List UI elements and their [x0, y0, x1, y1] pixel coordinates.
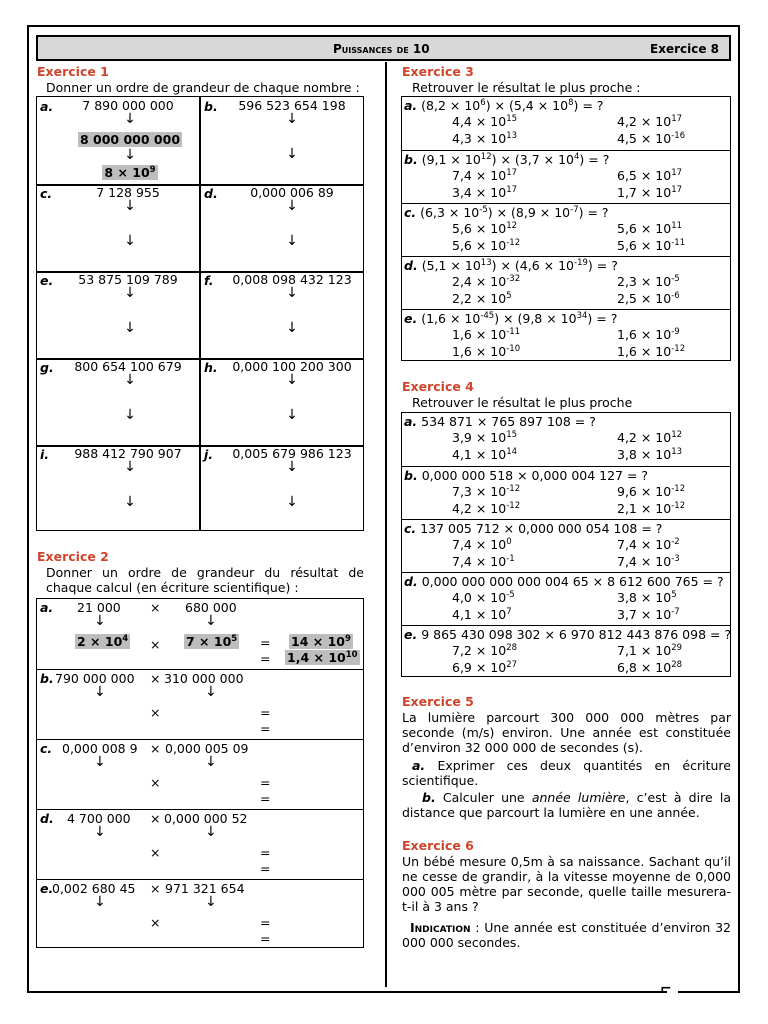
ex1-item-number: 7 128 955 — [96, 185, 160, 200]
arrow-icon: ↓ — [124, 285, 136, 301]
ex3-option: $5,6 \times 10^{-12}$ — [452, 238, 521, 253]
ex2-row — [37, 809, 363, 880]
ex3-table — [401, 96, 731, 361]
arrow-icon: ↓ — [94, 754, 106, 770]
ex2-result-2 — [285, 650, 360, 665]
arrow-icon: ↓ — [205, 894, 217, 910]
ex2-operand-1: 4 700 000 — [67, 811, 131, 826]
ex4-option: $4,2 \times 10^{12}$ — [617, 430, 683, 445]
ex1-cell — [201, 184, 365, 271]
ex1-answer-scientific-value — [102, 165, 157, 180]
ex1-item-number: 0,000 006 89 — [250, 185, 334, 200]
arrow-icon: ↓ — [286, 372, 298, 388]
equals-sign: = — [260, 721, 271, 736]
arrow-icon: ↓ — [286, 285, 298, 301]
ex1-item-number: 988 412 790 907 — [74, 446, 182, 461]
arrow-icon: ↓ — [94, 613, 106, 629]
ex4-question — [404, 574, 724, 589]
ex6-paragraph: Un bébé mesure 0,5m à sa naissance. Sachant qu’il ne cesse de grandir, à la vitesse moyenne de 0,000 000 005 mètre par seconde, quelle taille mesurera-t-il à 3 ans ? — [402, 854, 731, 914]
ex2-rounded-2-exponent: 5 — [231, 634, 238, 644]
ex5-paragraph: La lumière parcourt 300 000 000 mètres par seconde (m/s) environ. Une année est constituée d’environ 32 000 000 de secondes (s). — [402, 710, 731, 755]
ex1-item-label: g. — [40, 360, 54, 375]
equals-sign: = — [260, 931, 271, 946]
ex1-item-label: e. — [40, 273, 54, 288]
ex1-answer-scientific — [37, 165, 201, 180]
ex4-option: $9,6 \times 10^{-12}$ — [617, 484, 686, 499]
ex3-option: $6,5 \times 10^{17}$ — [617, 168, 683, 183]
ex4-item-label: e. — [404, 627, 418, 642]
ex3-row — [402, 97, 730, 150]
ex5-question-b — [402, 790, 731, 820]
ex2-row — [37, 599, 363, 669]
ex4-row — [402, 572, 730, 626]
ex3-option: $4,5 \times 10^{-16}$ — [617, 131, 686, 146]
arrow-icon: ↓ — [124, 459, 136, 475]
ex3-option: $4,3 \times 10^{13}$ — [452, 131, 518, 146]
times-sign: × — [150, 671, 161, 686]
ex3-question-text: $(1,6 \times 10^{-45}) \times (9,8 \times 10^{34})$ = ? — [421, 311, 618, 326]
ex3-item-label: b. — [404, 152, 418, 167]
ex4-option: $7,4 \times 10^0$ — [452, 537, 512, 552]
ex1-item-number: 0,000 100 200 300 — [232, 359, 352, 374]
ex6-title: Exercice 6 — [402, 838, 474, 853]
page-header — [36, 35, 731, 61]
ex4-option: $7,4 \times 10^{-1}$ — [452, 554, 515, 569]
ex5-b-label: b. — [422, 790, 436, 805]
ex1-item-label: h. — [204, 360, 218, 375]
ex1-answer-scientific-exponent: 9 — [149, 165, 156, 175]
times-sign: × — [150, 705, 161, 720]
ex3-question — [404, 205, 609, 220]
ex3-option: $4,2 \times 10^{17}$ — [617, 114, 683, 129]
ex1-item-number: 0,008 098 432 123 — [232, 272, 352, 287]
ex4-option: $7,1 \times 10^{29}$ — [617, 643, 683, 658]
ex2-operand-2: 0,000 000 52 — [164, 811, 248, 826]
ex2-operand-2: 0,000 005 09 — [165, 741, 249, 756]
ex4-instruction: Retrouver le résultat le plus proche — [412, 395, 633, 410]
bottom-border — [27, 991, 667, 993]
ex3-option: $2,3 \times 10^{-5}$ — [617, 274, 680, 289]
ex4-item-label: d. — [404, 574, 418, 589]
arrow-icon: ↓ — [94, 684, 106, 700]
ex4-question-text: 9 865 430 098 302 × 6 970 812 443 876 098 = ? — [421, 627, 732, 642]
ex4-question — [404, 414, 596, 429]
ex2-row — [37, 739, 363, 810]
ex5-a-text: Exprimer ces deux quantités en écriture scientifique. — [402, 758, 731, 788]
ex4-question-text: 137 005 712 × 0,000 000 054 108 = ? — [420, 521, 663, 536]
ex2-result-2-exponent: 10 — [345, 650, 358, 660]
arrow-icon: ↓ — [124, 198, 136, 214]
ex1-cell — [201, 97, 365, 184]
arrow-icon: ↓ — [286, 111, 298, 127]
ex3-title: Exercice 3 — [402, 64, 474, 79]
arrow-icon: ↓ — [286, 233, 298, 249]
ex3-option: $1,7 \times 10^{17}$ — [617, 185, 683, 200]
exercise-number: Exercice 8 — [650, 42, 719, 56]
ex3-item-label: c. — [404, 205, 417, 220]
ex1-answer-rounded — [37, 132, 201, 147]
column-divider — [385, 62, 387, 987]
ex4-question-text: 0,000 000 000 000 004 65 × 8 612 600 765 = ? — [421, 574, 724, 589]
arrow-icon: ↓ — [205, 684, 217, 700]
arrow-icon: ↓ — [286, 146, 298, 162]
ex1-answer-scientific-mantissa: 8 × 10 — [104, 165, 150, 180]
ex1-item-number: 0,005 679 986 123 — [232, 446, 352, 461]
ex2-result-1-mantissa: 14 × 10 — [291, 634, 345, 649]
ex2-operand-1: 21 000 — [77, 600, 121, 615]
ex1-item-label: d. — [204, 186, 218, 201]
ex3-row — [402, 309, 730, 363]
arrow-icon: ↓ — [124, 320, 136, 336]
ex3-option: $7,4 \times 10^{17}$ — [452, 168, 518, 183]
ex3-option: $5,6 \times 10^{11}$ — [617, 221, 683, 236]
ex5-b-text2: , c’est à dire la distance que parcourt la lumière en une année. — [402, 790, 731, 820]
ex6-hint-text: : Une année est constituée d’environ 32 000 000 secondes. — [402, 920, 731, 950]
ex2-result-1 — [289, 634, 353, 649]
ex3-question — [404, 152, 609, 167]
ex1-grid-box — [36, 96, 364, 531]
ex4-question — [404, 627, 731, 642]
ex1-item-number: 53 875 109 789 — [78, 272, 178, 287]
ex1-item-number: 7 890 000 000 — [82, 98, 174, 113]
ex3-option: $1,6 \times 10^{-9}$ — [617, 327, 680, 342]
ex4-item-label: a. — [404, 414, 418, 429]
page-title: Puissances de 10 — [333, 42, 430, 56]
ex4-option: $3,8 \times 10^{13}$ — [617, 447, 683, 462]
times-sign: × — [150, 775, 161, 790]
ex4-option: $7,3 \times 10^{-12}$ — [452, 484, 521, 499]
ex2-operand-2: 971 321 654 — [165, 881, 245, 896]
ex1-cell — [201, 445, 365, 532]
ex4-item-label: b. — [404, 468, 418, 483]
arrow-icon: ↓ — [94, 824, 106, 840]
ex2-rounded-2-mantissa: 7 × 10 — [186, 634, 232, 649]
ex3-option: $2,4 \times 10^{-32}$ — [452, 274, 521, 289]
arrow-icon: ↓ — [124, 147, 136, 163]
ex1-cell — [37, 184, 201, 271]
ex1-item-label: c. — [40, 186, 53, 201]
ex3-question-text: $(9,1 \times 10^{12}) \times (3,7 \times 10^4)$ = ? — [421, 152, 610, 167]
arrow-icon: ↓ — [286, 407, 298, 423]
ex2-row — [37, 879, 363, 950]
ex2-item-label: c. — [40, 741, 53, 756]
arrow-icon: ↓ — [205, 754, 217, 770]
ex3-question-text: $(6,3 \times 10^{-5}) \times (8,9 \times 10^{-7})$ = ? — [420, 205, 609, 220]
arrow-icon: ↓ — [94, 894, 106, 910]
ex3-option: $2,2 \times 10^5$ — [452, 291, 512, 306]
ex1-title: Exercice 1 — [37, 64, 109, 79]
ex3-instruction: Retrouver le résultat le plus proche : — [412, 80, 641, 95]
ex4-row — [402, 625, 730, 679]
ex2-item-label: b. — [40, 671, 54, 686]
equals-sign: = — [260, 635, 271, 650]
ex1-answer-rounded-value: 8 000 000 000 — [79, 132, 181, 147]
arrow-icon: ↓ — [124, 233, 136, 249]
ex5-b-emphasis: année lumière — [531, 790, 626, 805]
ex4-option: $4,0 \times 10^{-5}$ — [452, 590, 515, 605]
ex1-cell — [37, 445, 201, 532]
ex4-option: $6,9 \times 10^{27}$ — [452, 660, 518, 675]
ex1-item-label: j. — [204, 447, 214, 462]
arrow-icon: ↓ — [286, 494, 298, 510]
ex1-instruction: Donner un ordre de grandeur de chaque nombre : — [46, 80, 360, 95]
ex2-row — [37, 669, 363, 740]
ex1-item-label: i. — [40, 447, 50, 462]
ex3-question-text: $(8,2 \times 10^6) \times (5,4 \times 10^8)$ = ? — [421, 98, 604, 113]
ex2-item-label: d. — [40, 811, 54, 826]
ex3-question — [404, 311, 617, 326]
ex3-row — [402, 203, 730, 257]
ex4-row — [402, 519, 730, 573]
equals-sign: = — [260, 651, 271, 666]
ex2-operand-1: 0,002 680 45 — [52, 881, 136, 896]
ex3-option: $1,6 \times 10^{-11}$ — [452, 327, 521, 342]
ex2-result-1-exponent: 9 — [344, 634, 351, 644]
arrow-icon: ↓ — [124, 407, 136, 423]
times-sign: × — [150, 845, 161, 860]
ex5-b-text1: Calculer une — [442, 790, 532, 805]
ex1-cell — [37, 271, 201, 358]
ex3-question-text: $(5,1 \times 10^{13}) \times (4,6 \times 10^{-19})$ = ? — [421, 258, 618, 273]
ex3-item-label: d. — [404, 258, 418, 273]
ex4-row — [402, 466, 730, 520]
equals-sign: = — [260, 791, 271, 806]
ex3-option: $5,6 \times 10^{-11}$ — [617, 238, 686, 253]
ex3-item-label: e. — [404, 311, 418, 326]
ex2-table — [36, 598, 364, 948]
ex3-option: $4,4 \times 10^{15}$ — [452, 114, 518, 129]
ex6-hint — [402, 920, 731, 950]
ex4-question-text: 0,000 000 518 × 0,000 004 127 = ? — [421, 468, 649, 483]
ex1-item-number: 800 654 100 679 — [74, 359, 182, 374]
ex5-title: Exercice 5 — [402, 694, 474, 709]
corner-mark: ⌐ — [660, 981, 672, 997]
ex1-item-label: a. — [40, 99, 54, 114]
ex3-question — [404, 98, 603, 113]
ex3-row — [402, 256, 730, 310]
equals-sign: = — [260, 861, 271, 876]
ex1-item-number: 596 523 654 198 — [238, 98, 346, 113]
ex2-instruction: Donner un ordre de grandeur du résultat de chaque calcul (en écriture scientifique) : — [46, 565, 364, 595]
ex4-option: $3,8 \times 10^5$ — [617, 590, 677, 605]
ex4-option: $4,2 \times 10^{-12}$ — [452, 501, 521, 516]
ex4-question — [404, 521, 662, 536]
equals-sign: = — [260, 845, 271, 860]
times-sign: × — [150, 915, 161, 930]
ex4-question-text: 534 871 × 765 897 108 = ? — [421, 414, 596, 429]
ex2-operand-1: 790 000 000 — [55, 671, 135, 686]
ex1-cell — [37, 97, 201, 184]
ex2-item-label: e. — [40, 881, 54, 896]
times-sign: × — [150, 741, 161, 756]
arrow-icon: ↓ — [124, 494, 136, 510]
arrow-icon: ↓ — [124, 372, 136, 388]
arrow-icon: ↓ — [286, 320, 298, 336]
ex4-option: $7,4 \times 10^{-3}$ — [617, 554, 680, 569]
equals-sign: = — [260, 915, 271, 930]
ex1-cell — [201, 271, 365, 358]
ex3-row — [402, 150, 730, 204]
ex4-option: $3,7 \times 10^{-7}$ — [617, 607, 680, 622]
ex6-hint-label: Indication — [410, 920, 471, 935]
ex4-option: $2,1 \times 10^{-12}$ — [617, 501, 686, 516]
ex3-item-label: a. — [404, 98, 418, 113]
ex1-cell — [37, 358, 201, 445]
ex4-row — [402, 413, 730, 466]
arrow-icon: ↓ — [124, 111, 136, 127]
ex3-option: $1,6 \times 10^{-12}$ — [617, 344, 686, 359]
ex2-item-label: a. — [40, 600, 54, 615]
ex5-question-a — [402, 758, 731, 788]
ex4-table — [401, 412, 731, 677]
arrow-icon: ↓ — [205, 613, 217, 629]
ex3-option: $3,4 \times 10^{17}$ — [452, 185, 518, 200]
ex2-operand-2: 310 000 000 — [164, 671, 244, 686]
arrow-icon: ↓ — [205, 824, 217, 840]
ex4-question — [404, 468, 648, 483]
ex2-rounded-1 — [75, 634, 130, 649]
ex3-option: $2,5 \times 10^{-6}$ — [617, 291, 680, 306]
ex4-title: Exercice 4 — [402, 379, 474, 394]
ex2-title: Exercice 2 — [37, 549, 109, 564]
ex4-item-label: c. — [404, 521, 417, 536]
arrow-icon: ↓ — [286, 198, 298, 214]
ex4-option: $4,1 \times 10^{14}$ — [452, 447, 518, 462]
ex2-rounded-2 — [184, 634, 239, 649]
ex2-operand-2: 680 000 — [185, 600, 237, 615]
ex2-rounded-1-mantissa: 2 × 10 — [77, 634, 123, 649]
ex1-cell — [201, 358, 365, 445]
ex4-option: $4,1 \times 10^7$ — [452, 607, 512, 622]
ex4-option: $6,8 \times 10^{28}$ — [617, 660, 683, 675]
ex1-item-label: f. — [204, 273, 214, 288]
ex3-option: $1,6 \times 10^{-10}$ — [452, 344, 521, 359]
ex3-question — [404, 258, 618, 273]
ex4-option: $7,2 \times 10^{28}$ — [452, 643, 518, 658]
ex4-option: $3,9 \times 10^{15}$ — [452, 430, 518, 445]
times-sign: × — [150, 637, 161, 652]
ex1-item-label: b. — [204, 99, 218, 114]
ex2-operand-1: 0,000 008 9 — [62, 741, 138, 756]
ex3-option: $5,6 \times 10^{12}$ — [452, 221, 518, 236]
equals-sign: = — [260, 775, 271, 790]
arrow-icon: ↓ — [286, 459, 298, 475]
times-sign: × — [150, 600, 161, 615]
ex2-result-2-mantissa: 1,4 × 10 — [287, 650, 346, 665]
times-sign: × — [150, 811, 161, 826]
bottom-border-right — [678, 991, 740, 993]
ex2-rounded-1-exponent: 4 — [122, 634, 129, 644]
ex4-option: $7,4 \times 10^{-2}$ — [617, 537, 680, 552]
times-sign: × — [150, 881, 161, 896]
ex5-a-label: a. — [412, 758, 426, 773]
equals-sign: = — [260, 705, 271, 720]
